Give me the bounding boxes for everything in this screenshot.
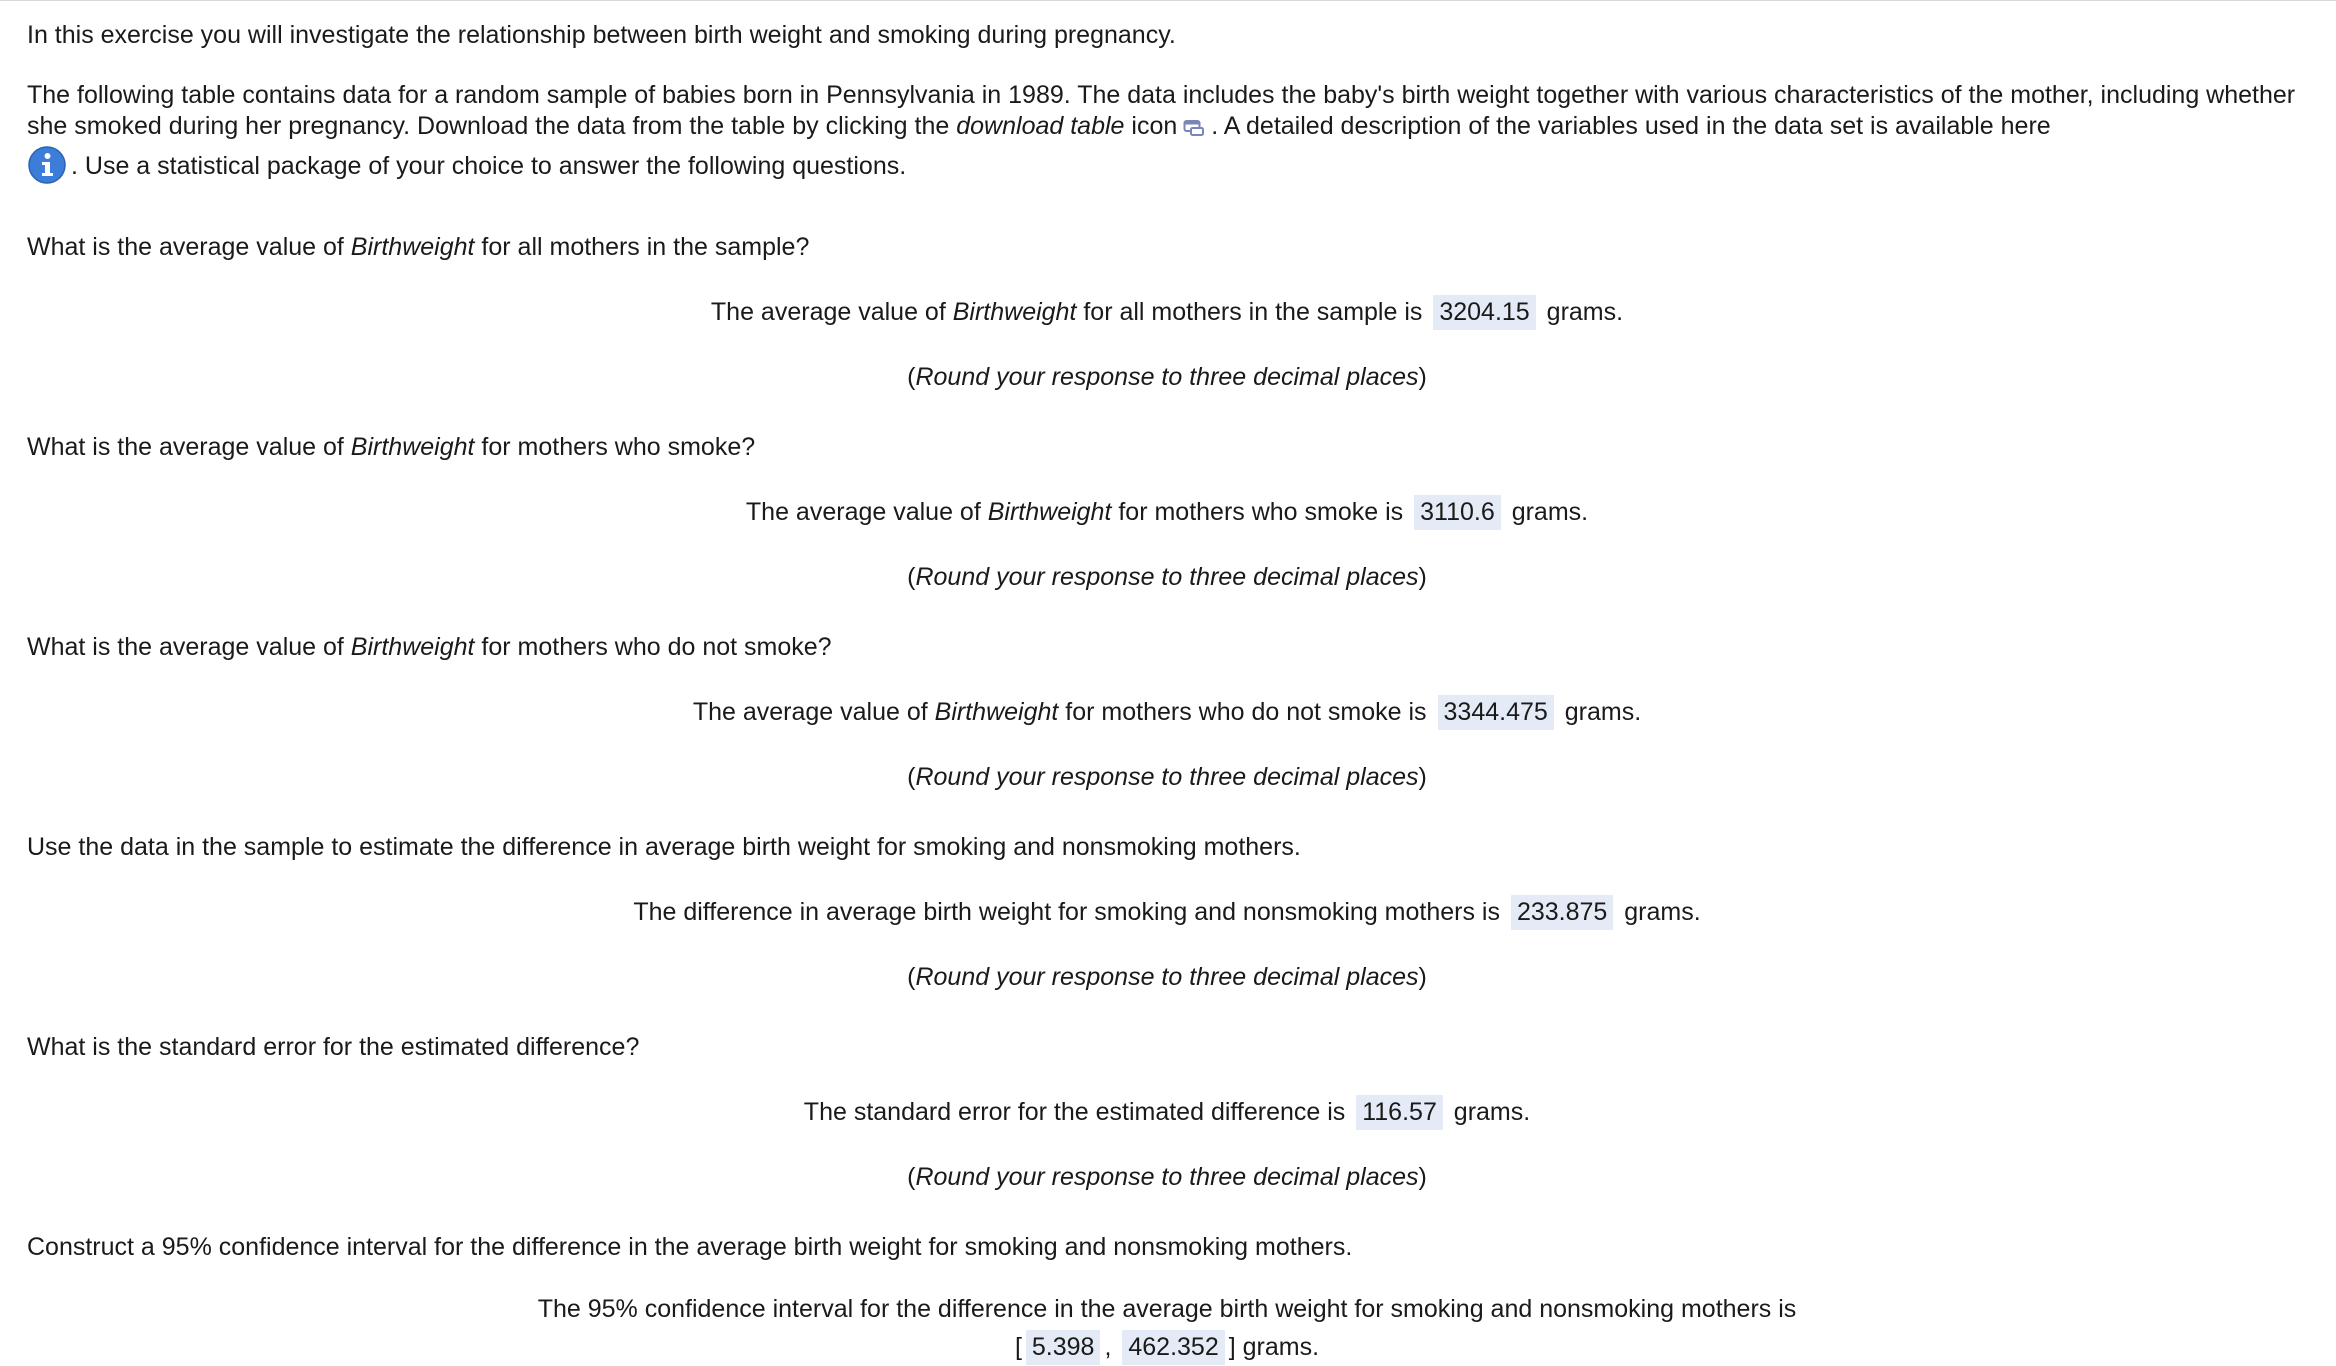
variable-name: Birthweight (350, 233, 475, 261)
info-icon[interactable] (27, 145, 67, 193)
answer-2 (27, 495, 2307, 530)
unit-text: grams. (1242, 1333, 1320, 1361)
intro-paragraph (27, 80, 2307, 193)
unit-text: grams. (1453, 1098, 1531, 1126)
question-text: for all mothers in the sample? (474, 233, 810, 261)
intro-text: . A detailed description of the variables used in the data set is available here (1211, 112, 2051, 140)
answer-text: for all mothers in the sample is (1076, 298, 1423, 326)
unit-text: grams. (1546, 298, 1624, 326)
answer-text: for mothers who smoke is (1111, 498, 1404, 526)
ci-lower-field[interactable]: 5.398 (1026, 1330, 1101, 1365)
question-text: What is the average value of (27, 233, 351, 261)
rounding-note: (Round your response to three decimal places) (907, 763, 1427, 791)
rounding-note-text: Round your response to three decimal places (915, 563, 1419, 591)
intro-text: The following table contains data for a random sample of babies born in Pennsylvania in 1989. The data includes the baby's birth weight together with various characteristics of the mother, including whether she smoked during her pregnancy. Download the data from the table by clicking the (27, 81, 2296, 140)
answer-1 (27, 295, 2307, 330)
top-divider (0, 0, 2336, 1)
answer-field[interactable]: 3110.6 (1414, 495, 1501, 530)
intro-line: In this exercise you will investigate the relationship between birth weight and smoking during pregnancy. (27, 21, 1176, 49)
variable-name: Birthweight (934, 698, 1059, 726)
rounding-note-text: Round your response to three decimal places (915, 963, 1419, 991)
unit-text: grams. (1624, 898, 1701, 926)
answer-3 (27, 695, 2307, 730)
answer-text: The standard error for the estimated difference is (803, 1098, 1346, 1126)
rounding-note-text: Round your response to three decimal places (915, 363, 1419, 391)
rounding-note: (Round your response to three decimal places) (907, 1163, 1427, 1191)
question-1 (27, 232, 2307, 263)
answer-text: The 95% confidence interval for the difference in the average birth weight for smoking and nonsmoking mothers is (537, 1295, 1797, 1323)
download-table-icon[interactable] (1183, 114, 1205, 145)
question-text: for mothers who smoke? (474, 433, 756, 461)
variable-name: Birthweight (350, 433, 475, 461)
question-text: What is the average value of (27, 633, 351, 661)
question-6: Construct a 95% confidence interval for the difference in the average birth weight for smoking and nonsmoking mothers. (27, 1233, 1353, 1261)
intro-text: . Use a statistical package of your choice to answer the following questions. (71, 152, 907, 180)
answer-text: for mothers who do not smoke is (1058, 698, 1427, 726)
variable-name: Birthweight (987, 498, 1112, 526)
answer-text: The average value of (692, 698, 935, 726)
rounding-note: (Round your response to three decimal places) (907, 363, 1427, 391)
answer-5 (27, 1095, 2307, 1130)
answer-6: The 95% confidence interval for the difference in the average birth weight for smoking and nonsmoking mothers is [ 5.398 , 462.352 ] grams. (27, 1290, 2307, 1366)
answer-field[interactable]: 3344.475 (1438, 695, 1554, 730)
question-text: for mothers who do not smoke? (474, 633, 832, 661)
rounding-note: (Round your response to three decimal places) (907, 563, 1427, 591)
exercise-content (27, 20, 2307, 1366)
answer-field[interactable]: 116.57 (1356, 1095, 1443, 1130)
question-2 (27, 432, 2307, 463)
answer-text: The average value of (745, 498, 988, 526)
question-4: Use the data in the sample to estimate the difference in average birth weight for smoking and nonsmoking mothers. (27, 833, 1301, 861)
intro-text: icon (1124, 112, 1178, 140)
download-table-text: download table (956, 112, 1125, 140)
answer-field[interactable]: 233.875 (1511, 895, 1613, 930)
question-3 (27, 632, 2307, 663)
answer-4 (27, 895, 2307, 930)
variable-name: Birthweight (350, 633, 475, 661)
answer-text: The difference in average birth weight for smoking and nonsmoking mothers is (633, 898, 1500, 926)
rounding-note-text: Round your response to three decimal places (915, 763, 1419, 791)
unit-text: grams. (1564, 698, 1642, 726)
ci-upper-field[interactable]: 462.352 (1122, 1330, 1224, 1365)
answer-field[interactable]: 3204.15 (1433, 295, 1535, 330)
unit-text: grams. (1511, 498, 1589, 526)
question-5: What is the standard error for the estimated difference? (27, 1033, 640, 1061)
question-text: What is the average value of (27, 433, 351, 461)
variable-name: Birthweight (952, 298, 1077, 326)
answer-text: The average value of (710, 298, 953, 326)
rounding-note: (Round your response to three decimal places) (907, 963, 1427, 991)
rounding-note-text: Round your response to three decimal places (915, 1163, 1419, 1191)
